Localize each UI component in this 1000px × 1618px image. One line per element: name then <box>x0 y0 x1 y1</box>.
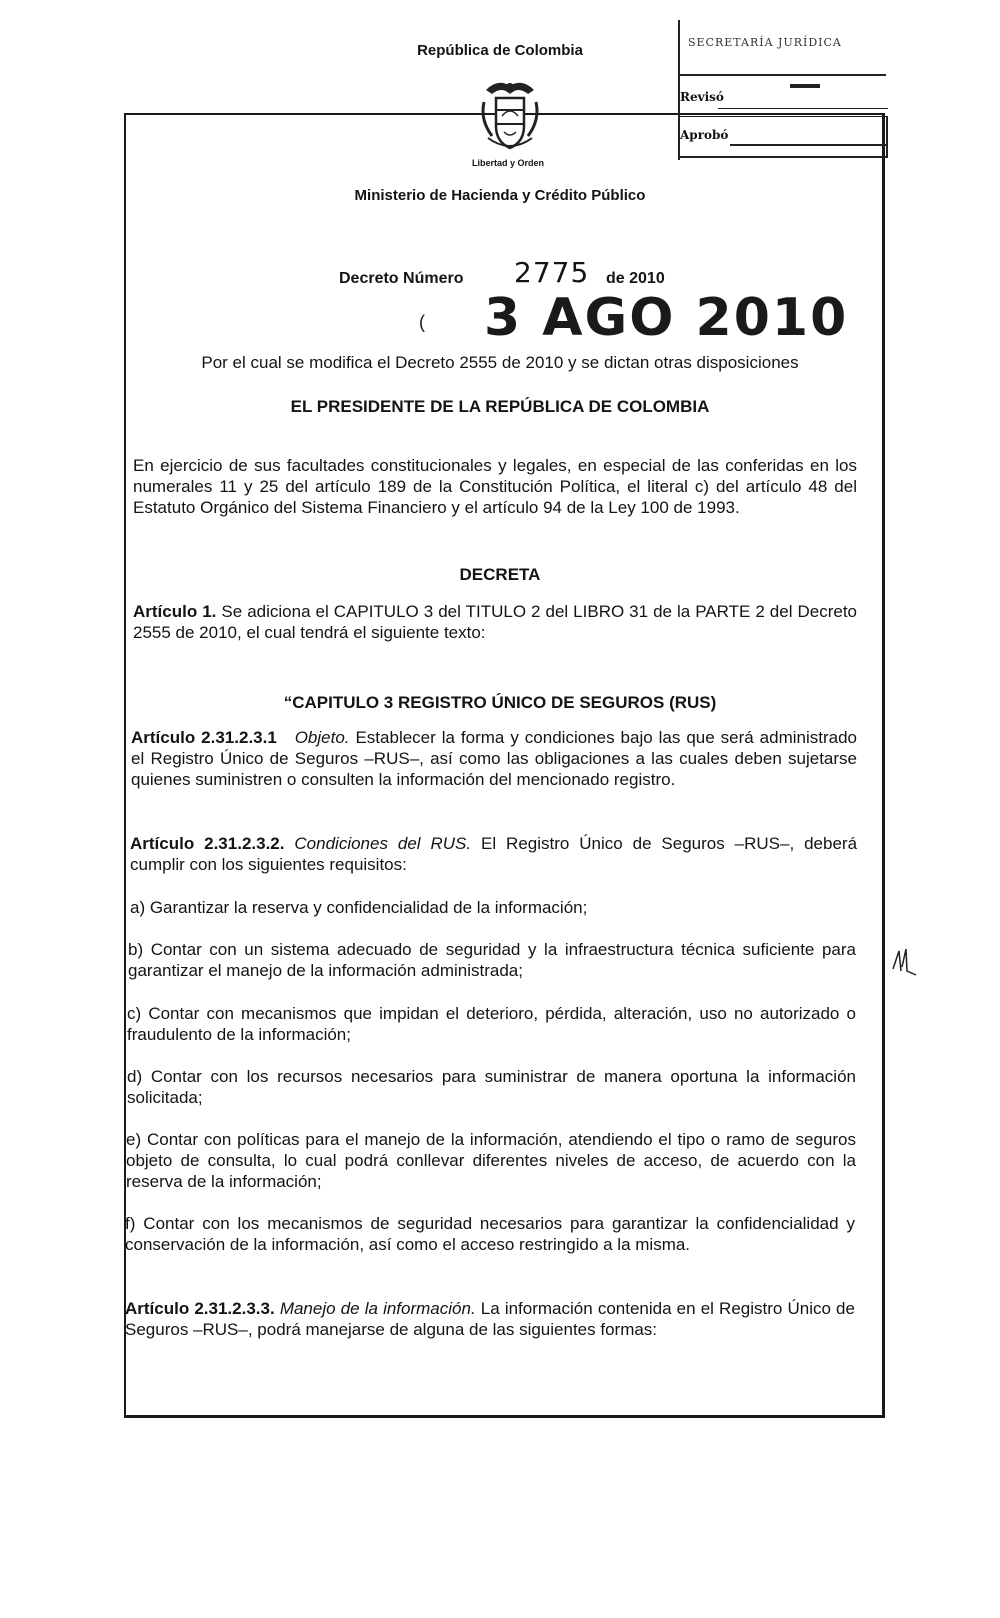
stamp-revision-label: Revisó <box>680 90 724 104</box>
article-2-31-2-3-2-heading: Artículo 2.31.2.3.2. <box>130 834 285 853</box>
decree-date-stamp: 3 AGO 2010 <box>484 288 849 348</box>
issuing-authority: EL PRESIDENTE DE LA REPÚBLICA DE COLOMBIA <box>290 397 710 416</box>
requirement-item-c: c) Contar con mecanismos que impidan el deterioro, pérdida, alteración, uso no autorizado o fraudulento de la información; <box>127 1004 856 1044</box>
review-stamp <box>678 16 908 166</box>
article-2-31-2-3-2 <box>130 833 857 875</box>
stamp-title: SECRETARÍA JURÍDICA <box>688 36 842 49</box>
article-2-31-2-3-3-title: Manejo de la información. <box>279 1299 476 1318</box>
requirement-item-a: a) Garantizar la reserva y confidencialidad de la información; <box>130 898 588 917</box>
article-2-31-2-3-3-text: La información contenida en el Registro Único de Seguros –RUS–, podrá manejarse de alguna de las siguientes formas: <box>125 1299 855 1339</box>
decree-subject: Por el cual se modifica el Decreto 2555 de 2010 y se dictan otras disposiciones <box>201 353 799 372</box>
article-2-31-2-3-3 <box>125 1298 855 1340</box>
header-country: República de Colombia <box>417 42 583 59</box>
requirement-item-b: b) Contar con un sistema adecuado de seguridad y la infraestructura técnica suficiente para garantizar el manejo de la información administrada; <box>128 940 856 980</box>
article-2-31-2-3-3-heading: Artículo 2.31.2.3.3. <box>125 1299 275 1318</box>
requirement-item-f: f) Contar con los mecanismos de seguridad necesarios para garantizar la confidencialidad y conservación de la información, así como el acceso restringido a la misma. <box>125 1214 855 1254</box>
requirement-item-d: d) Contar con los recursos necesarios para suministrar de manera oportuna la información solicitada; <box>127 1067 856 1107</box>
decreta-heading: DECRETA <box>459 565 541 584</box>
preamble-paragraph: En ejercicio de sus facultades constitucionales y legales, en especial de las conferidas en los numerales 11 y 25 del artículo 189 de la Constitución Política, el literal c) del artículo 48 del Estatuto Orgánico del Sistema Financiero y el artículo 94 de la Ley 100 de 1993. <box>133 456 857 517</box>
decree-number-label: Decreto Número <box>339 270 464 287</box>
article-2-31-2-3-1-title: Objeto. <box>294 728 350 747</box>
decree-year: de 2010 <box>606 270 665 287</box>
article-1-heading: Artículo 1. <box>133 602 217 621</box>
crest-motto: Libertad y Orden <box>471 158 544 168</box>
stamp-approval-label: Aprobó <box>680 128 729 142</box>
margin-initials-mark <box>890 945 920 979</box>
article-2-31-2-3-1-text: Establecer la forma y condiciones bajo las que será administrado el Registro Único de Seguros –RUS–, así como las obligaciones a las cuales deben sujetarse quienes suministren o consulten la información del mencionado registro. <box>131 728 857 789</box>
decree-number: 2775 <box>514 256 590 289</box>
article-2-31-2-3-1 <box>131 727 857 790</box>
article-2-31-2-3-2-text: El Registro Único de Seguros –RUS–, deberá cumplir con los siguientes requisitos: <box>130 834 858 874</box>
article-2-31-2-3-2-title: Condiciones del RUS. <box>294 834 472 853</box>
requirement-item-e: e) Contar con políticas para el manejo de la información, atendiendo el tipo o ramo de seguros objeto de consulta, lo cual podrá conllevar diferentes niveles de acceso, de acuerdo con la reserva de la información; <box>126 1130 856 1191</box>
date-open-paren: ( <box>419 312 425 332</box>
ministry-name: Ministerio de Hacienda y Crédito Público <box>354 187 646 204</box>
article-1 <box>133 601 857 643</box>
article-1-text: Se adiciona el CAPITULO 3 del TITULO 2 del LIBRO 31 de la PARTE 2 del Decreto 2555 de 2010, el cual tendrá el siguiente texto: <box>133 602 857 642</box>
article-2-31-2-3-1-heading: Artículo 2.31.2.3.1 <box>131 728 277 747</box>
coat-of-arms-icon <box>478 76 542 156</box>
chapter-title: “CAPITULO 3 REGISTRO ÚNICO DE SEGUROS (RUS) <box>283 693 717 712</box>
